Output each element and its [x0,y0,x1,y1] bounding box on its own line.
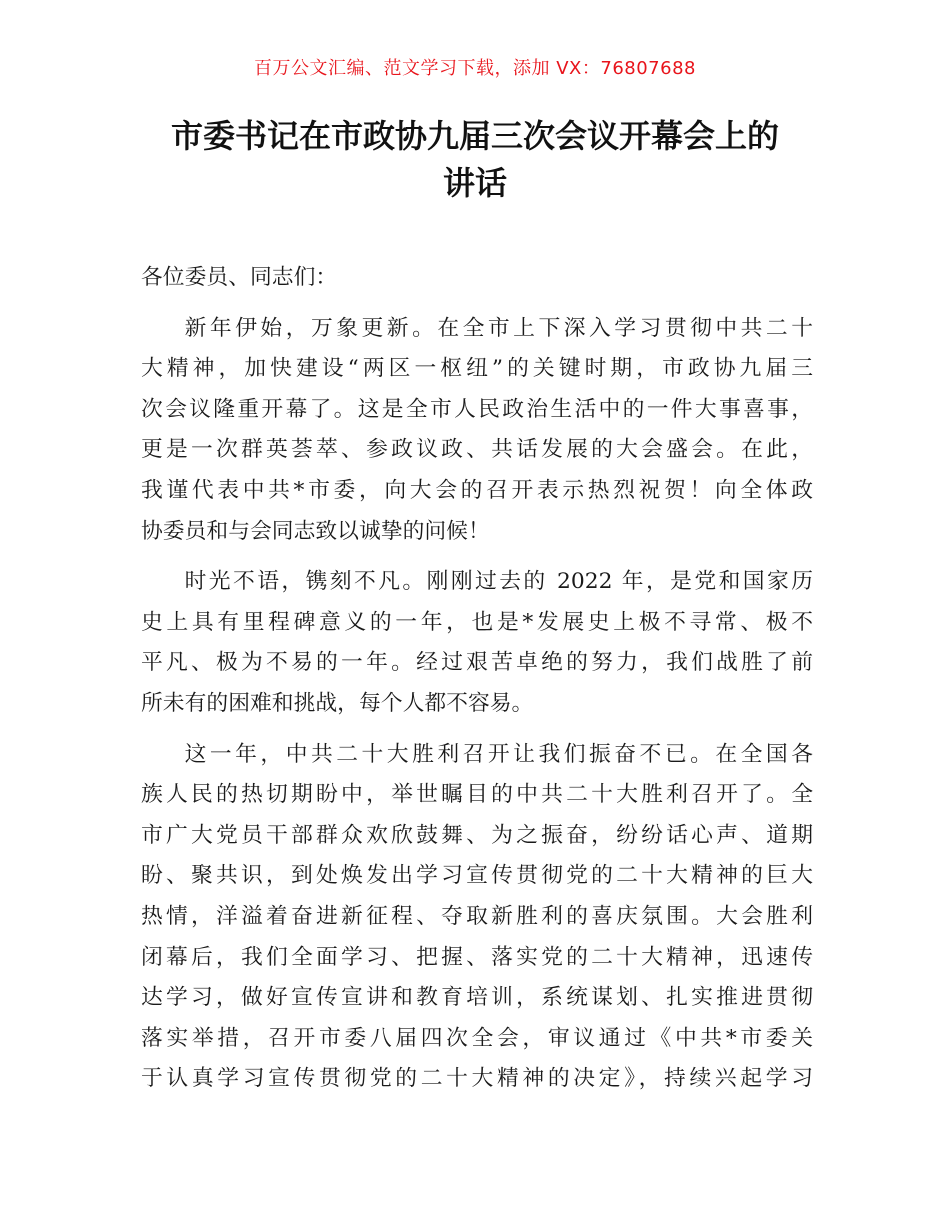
header-banner: 百万公文汇编、范文学习下载，添加 VX：76807688 [254,58,696,79]
salutation: 各位委员、同志们： [141,265,338,290]
paragraph-line: 时光不语，镌刻不凡。刚刚过去的 2022 年，是党和国家历 [184,569,813,595]
document-body [141,258,813,1110]
paragraph-line: 大精神，加快建设“两区一枢纽”的关键时期，市政协九届三 [141,356,813,382]
paragraph-line: 所未有的困难和挑战，每个人都不容易。 [141,690,534,716]
paragraph [141,309,813,553]
paragraph-line: 平凡、极为不易的一年。经过艰苦卓绝的努力，我们战胜了前 [141,650,813,676]
paragraph [141,562,813,724]
paragraph-line: 更是一次群英荟萃、参政议政、共话发展的大会盛会。在此， [141,437,813,463]
paragraph-line: 市广大党员干部群众欢欣鼓舞、为之振奋，纷纷话心声、道期 [141,822,813,848]
paragraph-line: 我谨代表中共*市委，向大会的召开表示热烈祝贺！向全体政 [141,477,813,503]
title-line: 讲话 [442,164,507,202]
paragraph-line: 这一年，中共二十大胜利召开让我们振奋不已。在全国各 [184,741,813,767]
paragraph-line: 新年伊始，万象更新。在全市上下深入学习贯彻中共二十 [184,315,813,341]
paragraph [141,735,813,1100]
paragraph-line: 落实举措，召开市委八届四次全会，审议通过《中共*市委关 [141,1025,813,1051]
title-line: 市委书记在市政协九届三次会议开幕会上的 [170,117,779,155]
paragraph-line: 盼、聚共识，到处焕发出学习宣传贯彻党的二十大精神的巨大 [141,863,813,889]
paragraph-line: 于认真学习宣传贯彻党的二十大精神的决定》，持续兴起学习 [141,1066,813,1092]
paragraph-line: 达学习，做好宣传宣讲和教育培训，系统谋划、扎实推进贯彻 [141,985,813,1011]
paragraph-line: 协委员和与会同志致以诚挚的问候！ [141,518,490,544]
paragraph-line: 闭幕后，我们全面学习、把握、落实党的二十大精神，迅速传 [141,944,813,970]
document-title [80,113,870,207]
paragraph-line: 史上具有里程碑意义的一年，也是*发展史上极不寻常、极不 [141,609,813,635]
paragraph-line: 次会议隆重开幕了。这是全市人民政治生活中的一件大事喜事， [141,396,813,422]
paragraph-line: 热情，洋溢着奋进新征程、夺取新胜利的喜庆氛围。大会胜利 [141,903,813,929]
paragraph-line: 族人民的热切期盼中，举世瞩目的中共二十大胜利召开了。全 [141,782,813,808]
